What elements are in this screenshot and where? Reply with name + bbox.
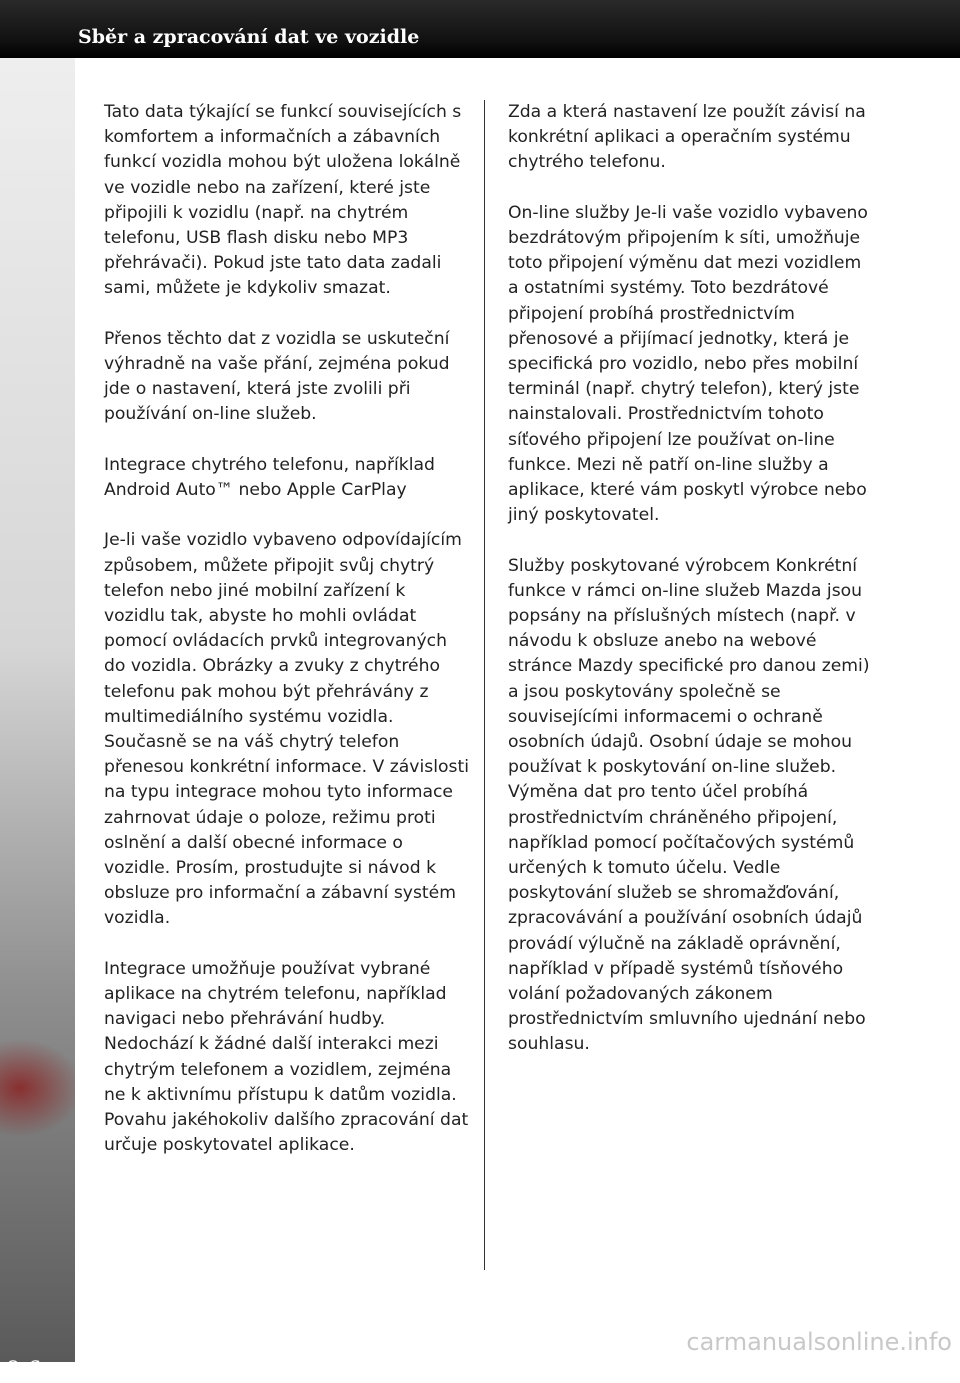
paragraph: Služby poskytované výrobcem Konkrétní funkce v rámci on-line služeb Mazda jsou popsány na příslušných místech (např. v návodu k obsluze anebo na webové stránce Mazdy specifické pro danou zemi) a jsou poskytovány společně se souvisejícími informacemi o ochraně osobních údajů. Osobní údaje se mohou používat k poskytování on-line služeb. Výměna dat pro tento účel probíhá prostřednictvím chráněného připojení, například pomocí počítačových systémů určených k tomuto účelu. Vedle poskytování služeb se shromažďování, zpracovávání a používání osobních údajů provádí výlučně na základě oprávnění, například v případě systémů tísňového volání požadovaných zákonem prostřednictvím smluvního ujednání nebo souhlasu. <box>508 555 870 1055</box>
page-header <box>0 0 960 58</box>
paragraph: Tato data týkající se funkcí souvisejících s komfortem a informačních a zábavních funkcí vozidla mohou být uložena lokálně ve vozidle nebo na zařízení, které jste připojili k vozidlu (např. na chytrém telefonu, USB flash disku nebo MP3 přehrávači). Pokud jste tato data zadali sami, můžete je kdykoliv smazat. <box>104 102 462 299</box>
right-column <box>508 100 873 1083</box>
watermark: carmanualsonline.info <box>686 1328 952 1356</box>
paragraph: Přenos těchto dat z vozidla se uskuteční výhradně na vaše přání, zejména pokud jde o nastavení, která jste zvolili při používání on-line služeb. <box>104 328 450 425</box>
paragraph: Integrace chytrého telefonu, například Android Auto™ nebo Apple CarPlay <box>104 454 435 501</box>
paragraph: Je-li vaše vozidlo vybaveno odpovídajícím způsobem, můžete připojit svůj chytrý telefon nebo jiné mobilní zařízení k vozidlu tak, abyste ho mohli ovládat pomocí ovládacích prvků integrovaných do vozidla. Obrázky a zvuky z chytrého telefonu pak mohou být přehrávány z multimediálního systému vozidla. Současně se na váš chytrý telefon přenesou konkrétní informace. V závislosti na typu integrace mohou tyto informace zahrnovat údaje o poloze, režimu proti oslnění a další obecné informace o vozidle. Prosím, prostudujte si návod k obsluze pro informační a zábavní systém vozidla. <box>104 530 469 929</box>
paragraph: Integrace umožňuje používat vybrané aplikace na chytrém telefonu, například navigaci nebo přehrávání hudby. Nedochází k žádné další interakci mezi chytrým telefonem a vozidlem, zejména ne k aktivnímu přístupu k datům vozidla. Povahu jakéhokoliv dalšího zpracování dat určuje poskytovatel aplikace. <box>104 958 469 1156</box>
side-photo-strip <box>0 58 75 1383</box>
left-column <box>104 100 469 1184</box>
page-number: 8-6 <box>6 1358 42 1383</box>
column-divider <box>484 100 485 1270</box>
paragraph: Zda a která nastavení lze použít závisí na konkrétní aplikaci a operačním systému chytrého telefonu. <box>508 102 866 173</box>
header-title: Sběr a zpracování dat ve vozidle <box>78 26 420 48</box>
paragraph: On-line služby Je-li vaše vozidlo vybaveno bezdrátovým připojením k síti, umožňuje toto připojení výměnu dat mezi vozidlem a ostatními systémy. Toto bezdrátové připojení probíhá prostřednictvím přenosové a přijímací jednotky, která je specifická pro vozidlo, nebo přes mobilní terminál (např. chytrý telefon), který jste nainstalovali. Prostřednictvím tohoto síťového připojení lze používat on-line funkce. Mezi ně patří on-line služby a aplikace, které vám poskytl výrobce nebo jiný poskytovatel. <box>508 202 868 526</box>
